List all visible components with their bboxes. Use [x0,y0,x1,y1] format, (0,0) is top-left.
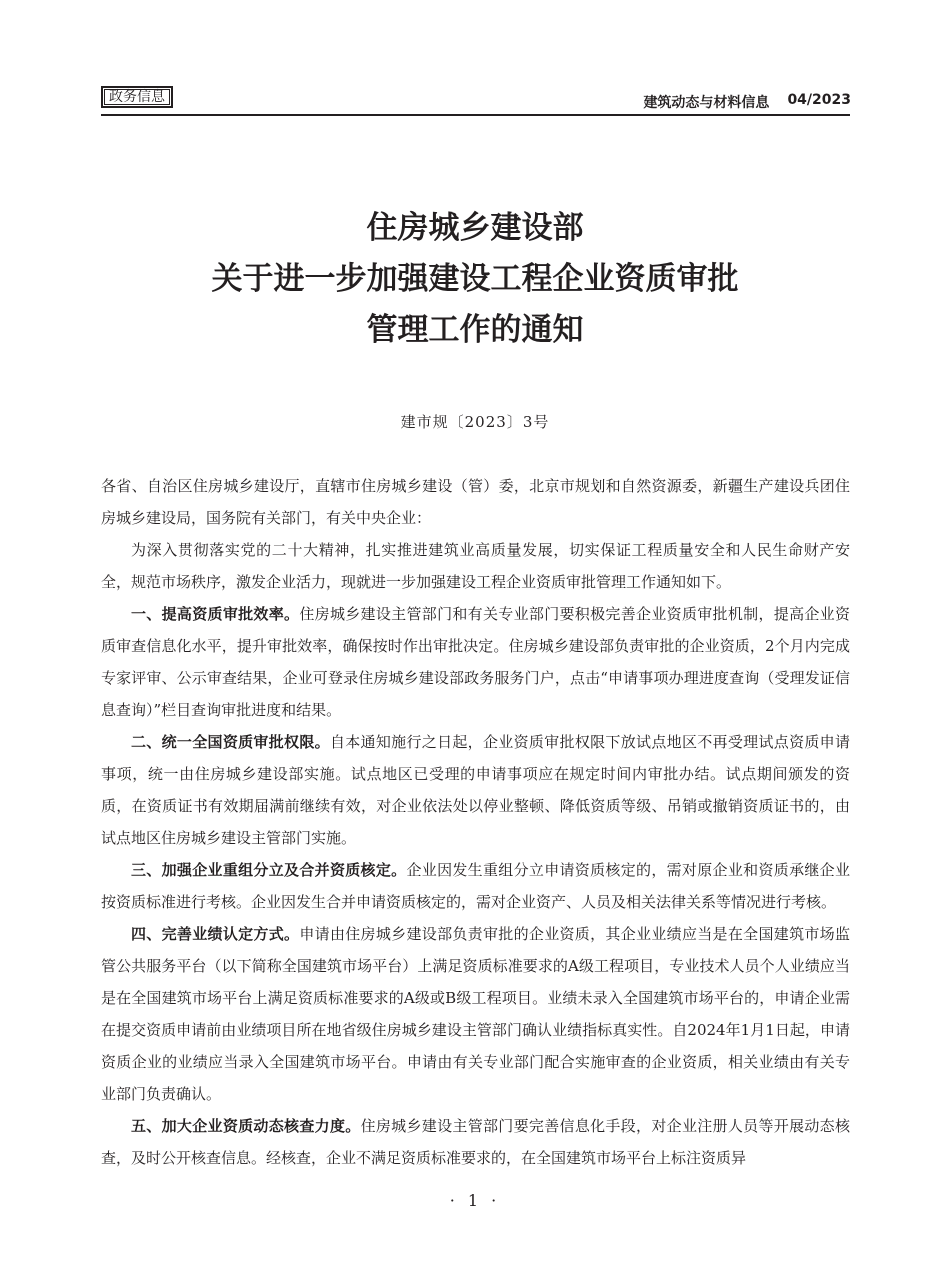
section-heading: 五、加大企业资质动态核查力度。 [131,1117,361,1135]
section-paragraph [101,918,850,1110]
header-divider [101,114,850,116]
section-heading: 四、完善业绩认定方式。 [131,925,300,943]
recipients-paragraph: 各省、自治区住房城乡建设厅，直辖市住房城乡建设（管）委，北京市规划和自然资源委，新疆生产建设兵团住房城乡建设局，国务院有关部门，有关中央企业： [101,477,850,527]
section-tag [101,86,173,108]
section-tag-label: 政务信息 [104,89,170,105]
section-text: 住房城乡建设主管部门和有关专业部门要积极完善企业资质审批机制，提高企业资质审查信息化水平，提升审批效率，确保按时作出审批决定。住房城乡建设部负责审批的企业资质，2个月内完成专家评审、公示审查结果，企业可登录住房城乡建设部政务服务门户，点击“申请事项办理进度查询（受理发证信息查询）”栏目查询审批进度和结果。 [101,605,850,719]
section-text: 申请由住房城乡建设部负责审批的企业资质，其企业业绩应当是在全国建筑市场监管公共服务平台（以下简称全国建筑市场平台）上满足资质标准要求的A级工程项目，专业技术人员个人业绩应当是在全国建筑市场平台上满足资质标准要求的A级或B级工程项目。业绩未录入全国建筑市场平台的，申请企业需在提交资质申请前由业绩项目所在地省级住房城乡建设主管部门确认业绩指标真实性。自2024年1月1日起，申请资质企业的业绩应当录入全国建筑市场平台。申请由有关专业部门配合实施审查的企业资质，相关业绩由有关专业部门负责确认。 [101,925,850,1103]
section-text: 自本通知施行之日起，企业资质审批权限下放试点地区不再受理试点资质申请事项，统一由住房城乡建设部实施。试点地区已受理的申请事项应在规定时间内审批办结。试点期间颁发的资质，在资质证书有效期届满前继续有效，对企业依法处以停业整顿、降低资质等级、吊销或撤销资质证书的，由试点地区住房城乡建设主管部门实施。 [101,733,850,847]
issue-number: 04/2023 [787,92,851,108]
title-line-1: 住房城乡建设部 [366,210,584,246]
section-text: 住房城乡建设主管部门要完善信息化手段，对企业注册人员等开展动态核查，及时公开核查信息。经核查，企业不满足资质标准要求的，在全国建筑市场平台上标注资质异 [101,1117,850,1167]
section-heading: 二、统一全国资质审批权限。 [131,733,330,751]
intro-paragraph: 为深入贯彻落实党的二十大精神，扎实推进建筑业高质量发展，切实保证工程质量安全和人民生命财产安全，规范市场秩序，激发企业活力，现就进一步加强建设工程企业资质审批管理工作通知如下。 [101,541,850,591]
document-title [100,203,850,356]
section-paragraph [101,726,850,854]
running-header [643,92,851,112]
title-line-3: 管理工作的通知 [366,312,584,348]
section-paragraph [101,598,850,726]
document-number: 建市规〔2023〕3号 [400,413,550,431]
page-number: · 1 · [449,1191,501,1210]
journal-name: 建筑动态与材料信息 [643,95,770,111]
section-heading: 三、加强企业重组分立及合并资质核定。 [131,861,407,879]
section-heading: 一、提高资质审批效率。 [131,605,300,623]
section-text: 企业因发生重组分立申请资质核定的，需对原企业和资质承继企业按资质标准进行考核。企业因发生合并申请资质核定的，需对企业资产、人员及相关法律关系等情况进行考核。 [101,861,850,911]
section-paragraph [101,1110,850,1174]
document-body [101,470,850,1174]
title-line-2: 关于进一步加强建设工程企业资质审批 [211,261,739,297]
section-paragraph [101,854,850,918]
